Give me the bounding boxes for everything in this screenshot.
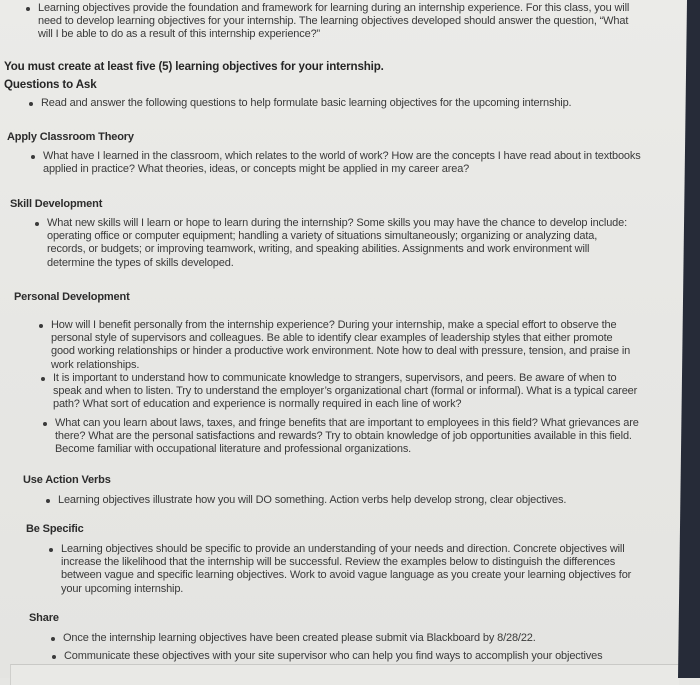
section-heading-skill-development: Skill Development	[10, 198, 103, 210]
share-item: Once the internship learning objectives have been created please submit via Blackboard by 8/28/22.	[63, 632, 663, 645]
section-heading-personal-development: Personal Development	[14, 291, 130, 303]
bullet-icon	[46, 499, 50, 503]
bullet-icon	[51, 637, 55, 641]
bottom-content-box	[10, 664, 679, 685]
section-heading-share: Share	[29, 612, 59, 624]
section-heading-be-specific: Be Specific	[26, 523, 84, 535]
questions-to-ask-item: Read and answer the following questions to help formulate basic learning objectives for the upcoming internship.	[41, 97, 641, 110]
section-heading-apply-classroom-theory: Apply Classroom Theory	[7, 131, 134, 143]
be-specific-item: Learning objectives should be specific to provide an understanding of your needs and direction. Concrete objectives will increase the likelihood that the internship will be successful. Review the examples below to distinguish the differences between vague and specific learning objectives. Work to avoid vague language as you create your learning objectives for your upcoming internship.	[61, 543, 636, 596]
bullet-icon	[26, 7, 30, 11]
section-heading-use-action-verbs: Use Action Verbs	[23, 474, 111, 486]
skill-development-item: What new skills will I learn or hope to learn during the internship? Some skills you may have the chance to develop include: operating office or computer equipment; handling a variety of situations simultaneously; organizing or analyzing data, records, or budgets; or improving teamwork, writing, and speaking abilities. Assignments and work environment will determine the types of skills developed.	[47, 217, 629, 270]
personal-development-item: How will I benefit personally from the internship experience? During your internship, make a special effort to observe the personal style of supervisors and colleagues. Be able to identify clear examples of leadership styles that either promote good working relationships or hinder a productive work environment. Note how to deal with pressure, tension, and praise in work relationships.	[51, 319, 636, 372]
bullet-icon	[35, 222, 39, 226]
bullet-icon	[31, 155, 35, 159]
bullet-icon	[41, 377, 45, 381]
bullet-icon	[29, 102, 33, 106]
bullet-icon	[43, 422, 47, 426]
intro-block	[38, 2, 644, 42]
bullet-icon	[39, 324, 43, 328]
bullet-icon	[52, 655, 56, 659]
apply-classroom-theory-item: What have I learned in the classroom, which relates to the world of work? How are the concepts I have read about in textbooks applied in practice? What theories, ideas, or concepts might be applied in my career area?	[43, 150, 643, 176]
requirement-text: You must create at least five (5) learning objectives for your internship.	[4, 60, 384, 73]
section-heading-questions-to-ask: Questions to Ask	[4, 78, 97, 91]
personal-development-item: It is important to understand how to communicate knowledge to strangers, supervisors, and peers. Be aware of when to speak and when to listen. Try to understand the employer’s organizational chart (formal or informal). What is a typical career path? What sort of education and experience is normally required in each line of work?	[53, 372, 643, 412]
use-action-verbs-item: Learning objectives illustrate how you will DO something. Action verbs help develop strong, clear objectives.	[58, 494, 658, 507]
bullet-icon	[49, 548, 53, 552]
intro-text: Learning objectives provide the foundation and framework for learning during an internship experience. For this class, you will need to develop learning objectives for your internship. The learning objectives developed should answer the question, “What will I be able to do as a result of this internship experience?”	[38, 2, 630, 41]
share-item: Communicate these objectives with your site supervisor who can help you find ways to accomplish your objectives	[64, 650, 684, 663]
personal-development-item: What can you learn about laws, taxes, and fringe benefits that are important to employees in this field? What grievances are there? What are the personal satisfactions and rewards? Try to obtain knowledge of job opportunities available in this field. Become familiar with occupational literature and professional organizations.	[55, 417, 647, 457]
